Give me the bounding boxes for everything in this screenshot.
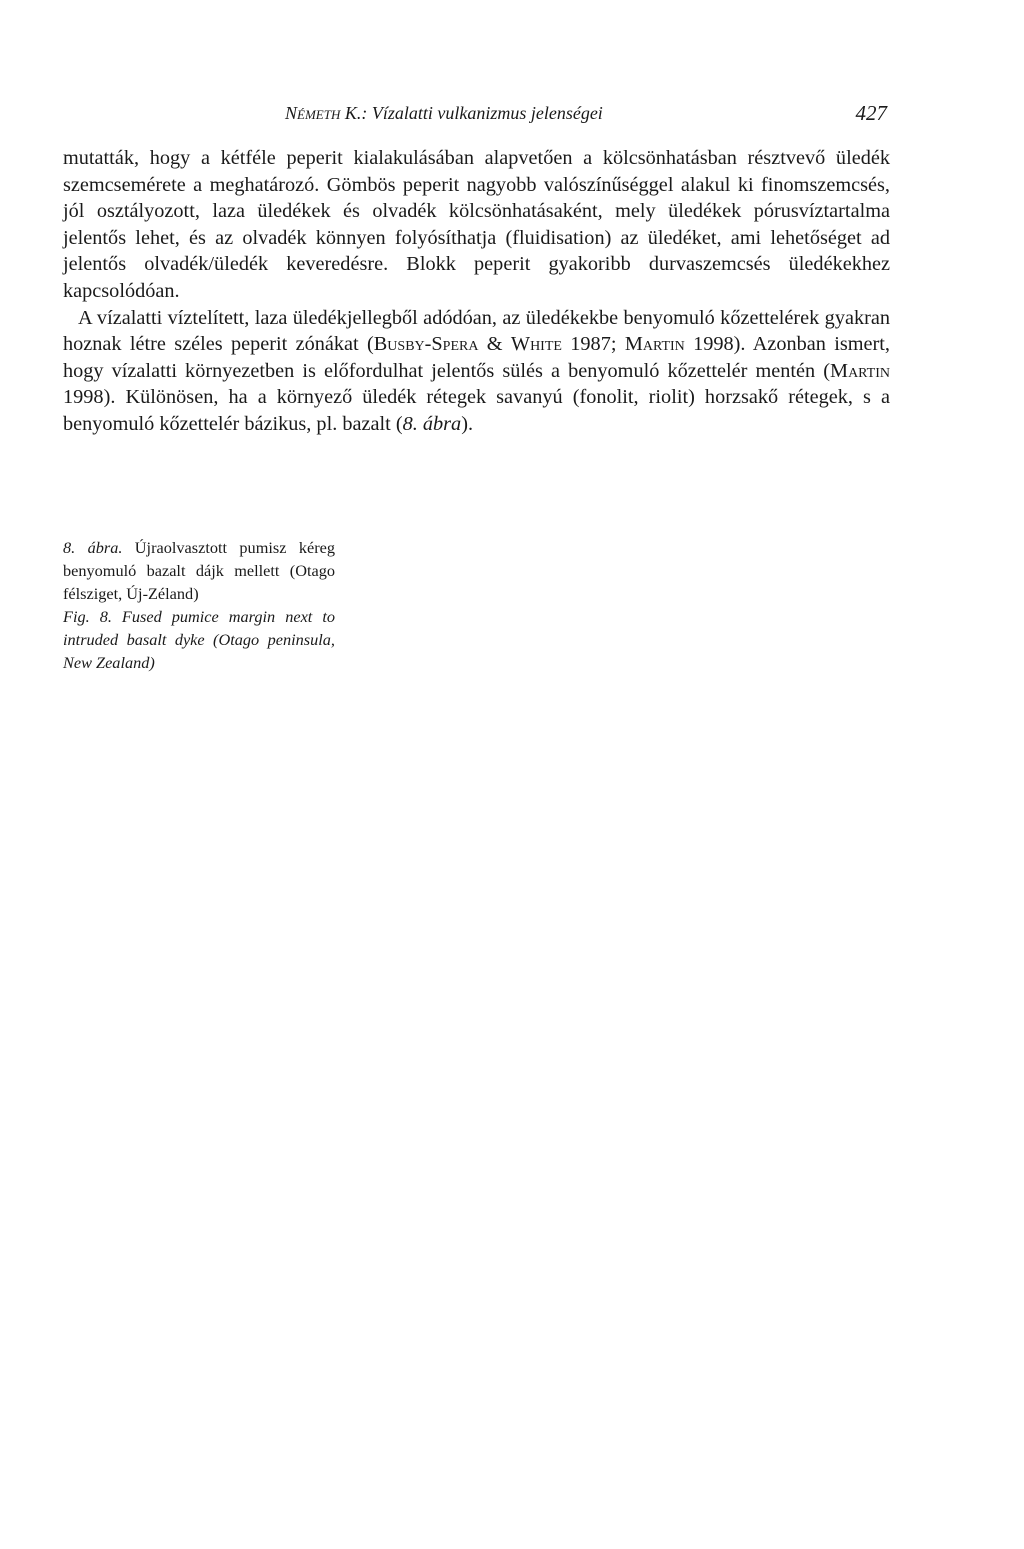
- paragraph-text: A vízalatti víztelített, laza üledékjellegből adódóan, az üledékekbe benyomuló kőzettelérek gyakran hoznak létre széles peperit zónákat (: [63, 306, 890, 356]
- paragraph-continued: mutatták, hogy a kétféle peperit kialakulásában alapvetően a kölcsönhatásban résztvevő üledék szemcsemérete a meghatározó. Gömbös peperit nagyobb valószínűséggel alakul ki finomszemcsés, jól osztályozott, laza üledékek és olvadék kölcsönhatásaként, mely üledékek pórusvíztartalma jelentős lehet, és az olvadék könnyen folyósíthatja (fluidisation) az üledéket, ami lehetőséget ad jelentős olvadék/üledék keveredésre. Blokk peperit gyakoribb durvaszemcsés üledékekhez kapcsolódóan.: [63, 147, 890, 302]
- caption-en-text: Fused pumice margin next to intruded basalt dyke (Otago peninsula, New Zealand): [63, 607, 335, 672]
- caption-en-label: Fig. 8.: [63, 607, 112, 626]
- citation-author: Busby-Spera: [373, 333, 479, 356]
- running-head: [285, 100, 603, 126]
- figure-caption: [63, 536, 335, 674]
- page-header: [285, 100, 887, 126]
- paragraph-peperite-zones: [63, 305, 890, 438]
- citation-author: Martin: [624, 333, 685, 356]
- citation-author: Martin: [830, 359, 890, 382]
- body-text: [63, 145, 890, 438]
- paragraph-text: ).: [461, 412, 474, 435]
- citation-author: White: [510, 333, 562, 356]
- paragraph-text: &: [478, 333, 511, 356]
- paragraph-text: 1998). Azonban ismert, hogy vízalatti környezetben is előfordulhat jelentős sülés a benyomuló kőzettelér mentén (: [63, 333, 891, 382]
- paragraph-text: 1998). Különösen, ha a környező üledék rétegek savanyú (fonolit, riolit) horzsakő rétegek, s a benyomuló kőzettelér bázikus, pl. bazalt (: [63, 386, 890, 435]
- caption-hu-label: 8. ábra.: [63, 538, 123, 557]
- header-author: Németh K.: [285, 103, 362, 123]
- figure-reference: 8. ábra: [402, 412, 462, 435]
- header-title: Vízalatti vulkanizmus jelenségei: [371, 103, 603, 123]
- paragraph-text: 1987;: [561, 333, 625, 356]
- caption-english: [63, 605, 335, 674]
- page-number: 427: [855, 101, 887, 125]
- caption-hungarian: [63, 536, 335, 605]
- caption-hu-text: Újraolvasztott pumisz kéreg benyomuló bazalt dájk mellett (Otago félsziget, Új-Zéland): [63, 538, 335, 603]
- header-separator: :: [361, 103, 372, 123]
